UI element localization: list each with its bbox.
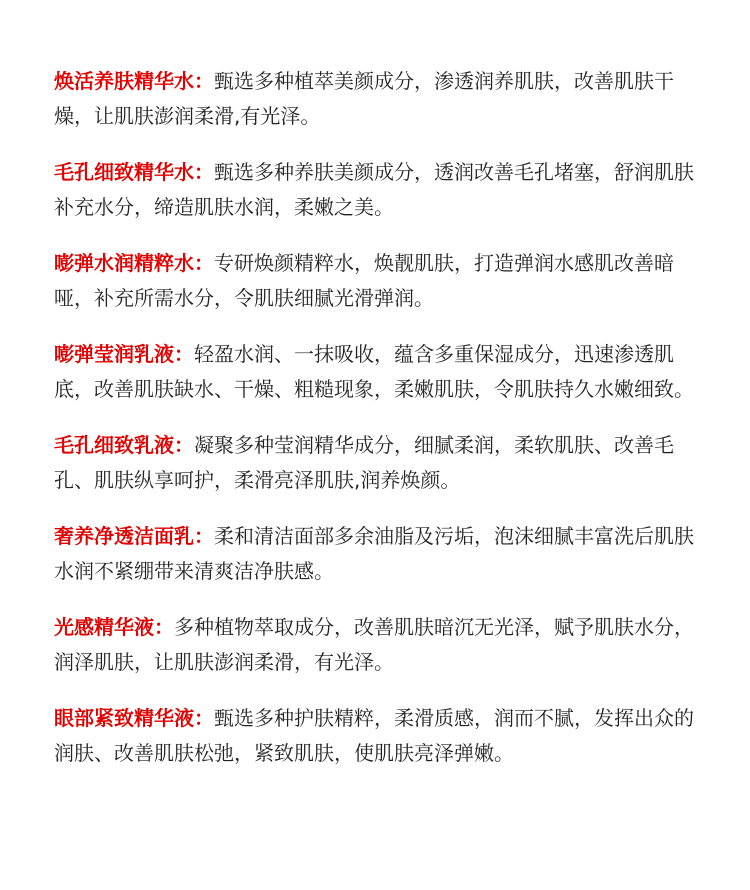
- product-description: 轻盈水润、一抹吸收，蕴含多重保湿成分，迅速渗透肌底，改善肌肤缺水、干燥、粗糙现象，柔嫩肌肤，令肌肤持久水嫩细致。: [54, 342, 694, 401]
- product-title: 奢养净透洁面乳：: [54, 524, 214, 548]
- product-description-list: [54, 64, 702, 771]
- product-title: 嘭弹莹润乳液：: [54, 342, 194, 366]
- product-description: 甄选多种护肤精粹，柔滑质感，润而不腻，发挥出众的润肤、改善肌肤松弛，紧致肌肤，使肌肤亮泽弹嫩。: [54, 706, 694, 765]
- product-title: 毛孔细致精华水：: [54, 160, 214, 184]
- product-title: 毛孔细致乳液：: [54, 433, 194, 457]
- product-title: 嘭弹水润精粹水：: [54, 251, 214, 275]
- product-description: 柔和清洁面部多余油脂及污垢，泡沫细腻丰富洗后肌肤水润不紧绷带来清爽洁净肤感。: [54, 524, 694, 583]
- product-title: 眼部紧致精华液：: [54, 706, 214, 730]
- product-title: 光感精华液：: [54, 615, 174, 639]
- product-entry-6: [54, 519, 702, 589]
- product-entry-2: [54, 155, 702, 225]
- product-description: 专研焕颜精粹水，焕靓肌肤，打造弹润水感肌改善暗哑，补充所需水分，令肌肤细腻光滑弹润。: [54, 251, 674, 310]
- product-description: 凝聚多种莹润精华成分，细腻柔润，柔软肌肤、改善毛孔、肌肤纵享呵护，柔滑亮泽肌肤,润养焕颜。: [54, 433, 674, 492]
- product-entry-8: [54, 701, 702, 771]
- product-description: 多种植物萃取成分，改善肌肤暗沉无光泽，赋予肌肤水分，润泽肌肤，让肌肤澎润柔滑，有光泽。: [54, 615, 694, 674]
- product-entry-4: [54, 337, 702, 407]
- product-entry-5: [54, 428, 702, 498]
- product-description: 甄选多种养肤美颜成分，透润改善毛孔堵塞，舒润肌肤补充水分，缔造肌肤水润，柔嫩之美。: [54, 160, 694, 219]
- product-entry-3: [54, 246, 702, 316]
- product-entry-1: [54, 64, 702, 134]
- product-entry-7: [54, 610, 702, 680]
- product-title: 焕活养肤精华水：: [54, 69, 214, 93]
- product-description: 甄选多种植萃美颜成分，渗透润养肌肤，改善肌肤干燥，让肌肤澎润柔滑,有光泽。: [54, 69, 674, 128]
